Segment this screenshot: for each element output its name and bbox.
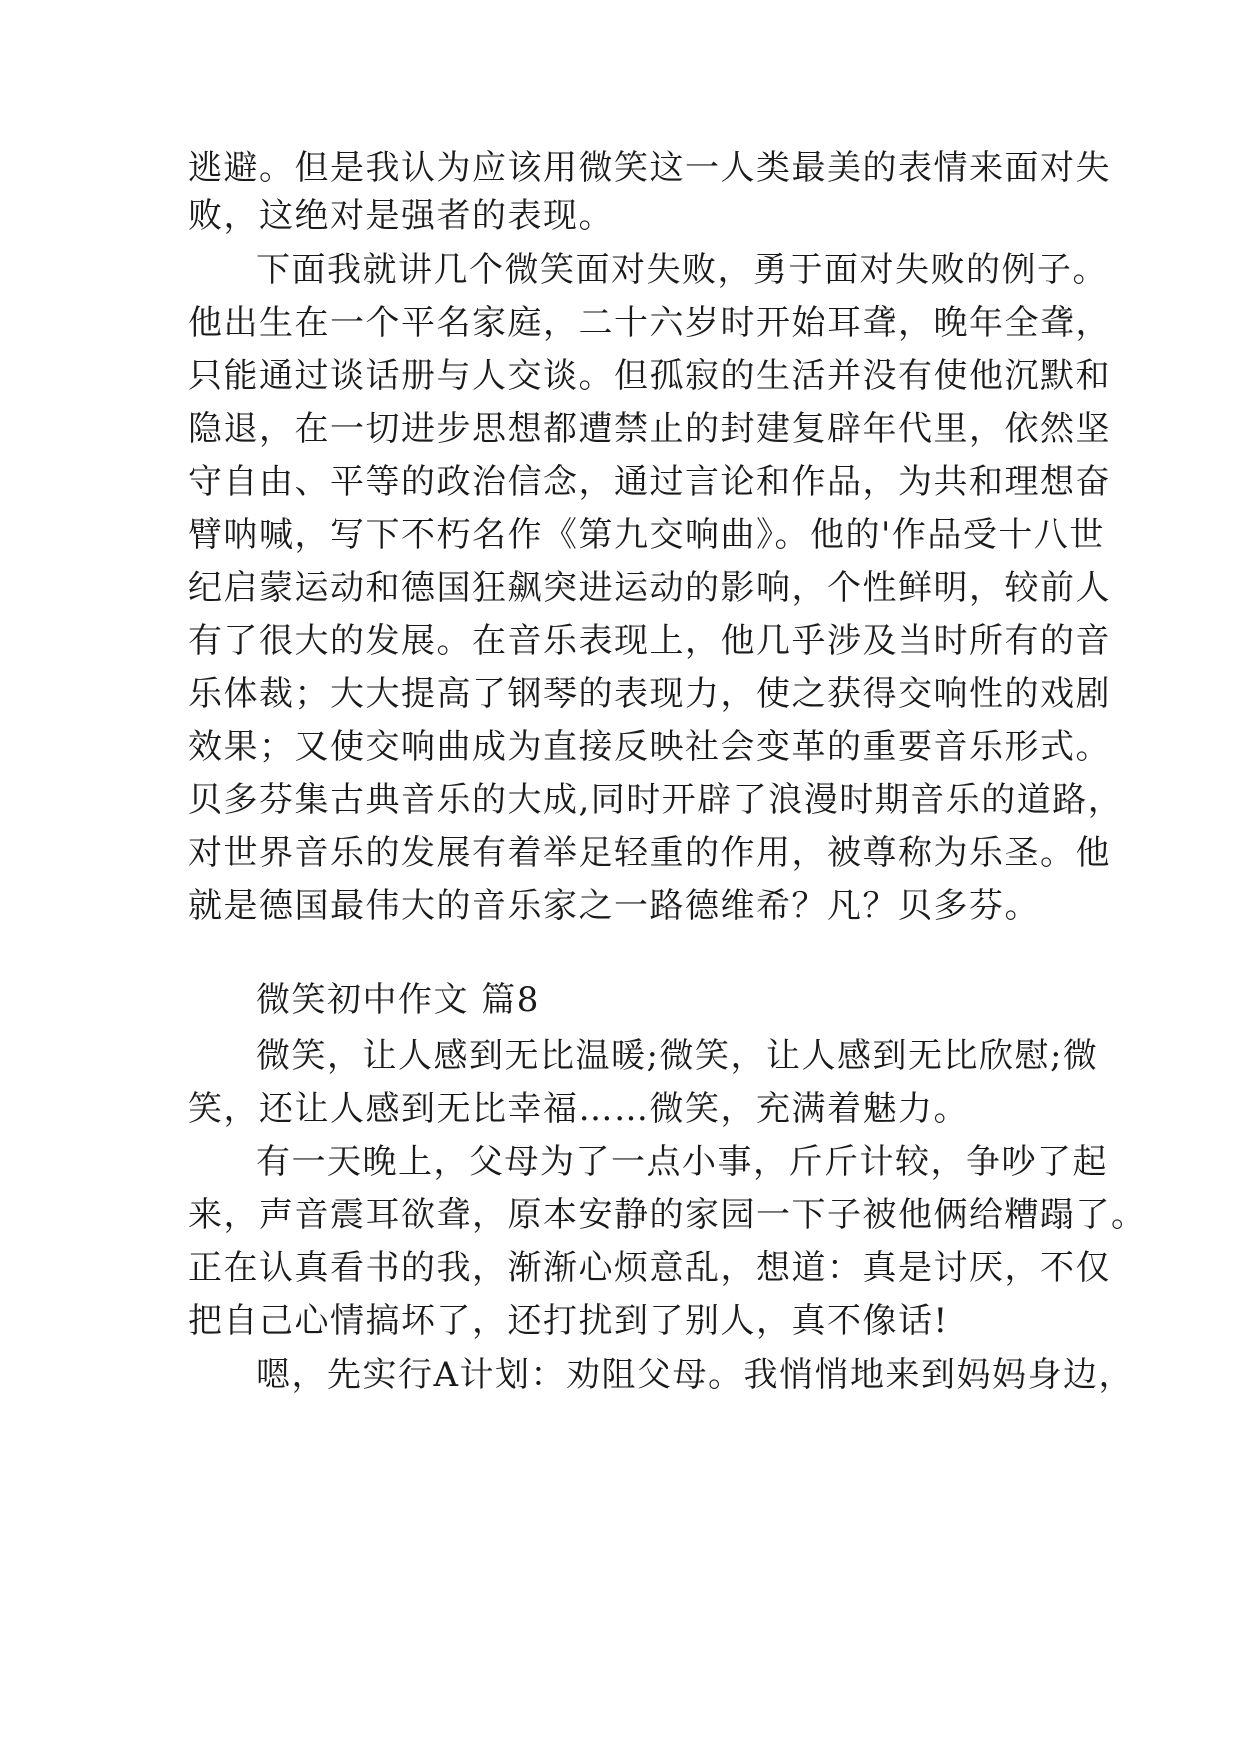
paragraph-line: 守自由、平等的政治信念，通过言论和作品，为共和理想奋 bbox=[188, 462, 1111, 502]
section-heading: 微笑初中作文 篇8 bbox=[256, 980, 540, 1020]
paragraph-line: 对世界音乐的发展有着举足轻重的作用，被尊称为乐圣。他 bbox=[188, 833, 1111, 873]
paragraph-line: 有了很大的发展。在音乐表现上，他几乎涉及当时所有的音 bbox=[188, 621, 1111, 661]
paragraph-line: 就是德国最伟大的音乐家之一路德维希？凡？贝多芬。 bbox=[188, 886, 1040, 926]
paragraph-line: 效果；又使交响曲成为直接反映社会变革的重要音乐形式。 bbox=[188, 727, 1111, 767]
paragraph-line: 贝多芬集古典音乐的大成,同时开辟了浪漫时期音乐的道路， bbox=[188, 780, 1124, 820]
paragraph-line: 只能通过谈话册与人交谈。但孤寂的生活并没有使他沉默和 bbox=[188, 356, 1111, 396]
paragraph-line: 有一天晚上，父母为了一点小事，斤斤计较，争吵了起 bbox=[256, 1142, 1108, 1182]
paragraph-line: 逃避。但是我认为应该用微笑这一人类最美的表情来面对失 bbox=[188, 148, 1111, 188]
paragraph-line: 笑，还让人感到无比幸福……微笑，充满着魅力。 bbox=[188, 1089, 969, 1129]
paragraph-line: 把自己心情搞坏了，还打扰到了别人，真不像话! bbox=[188, 1301, 949, 1341]
paragraph-line: 纪启蒙运动和德国狂飙突进运动的影响，个性鲜明，较前人 bbox=[188, 568, 1111, 608]
paragraph-line: 隐退，在一切进步思想都遭禁止的封建复辟年代里，依然坚 bbox=[188, 409, 1111, 449]
paragraph-line: 来，声音震耳欲聋，原本安静的家园一下子被他俩给糟蹋了。 bbox=[188, 1195, 1147, 1235]
paragraph-line: 正在认真看书的我，渐渐心烦意乱，想道：真是讨厌，不仅 bbox=[188, 1248, 1111, 1288]
paragraph-line: 败，这绝对是强者的表现。 bbox=[188, 196, 614, 236]
paragraph-line: 嗯，先实行A计划：劝阻父母。我悄悄地来到妈妈身边， bbox=[256, 1355, 1135, 1395]
paragraph-line: 乐体裁；大大提高了钢琴的表现力，使之获得交响性的戏剧 bbox=[188, 674, 1111, 714]
paragraph-line: 下面我就讲几个微笑面对失败，勇于面对失败的例子。 bbox=[256, 250, 1108, 290]
paragraph-line: 微笑，让人感到无比温暖;微笑，让人感到无比欣慰;微 bbox=[256, 1036, 1099, 1076]
paragraph-line: 他出生在一个平名家庭，二十六岁时开始耳聋，晚年全聋， bbox=[188, 303, 1111, 343]
paragraph-line: 臂呐喊，写下不朽名作《第九交响曲》。他的'作品受十八世 bbox=[188, 515, 1105, 555]
